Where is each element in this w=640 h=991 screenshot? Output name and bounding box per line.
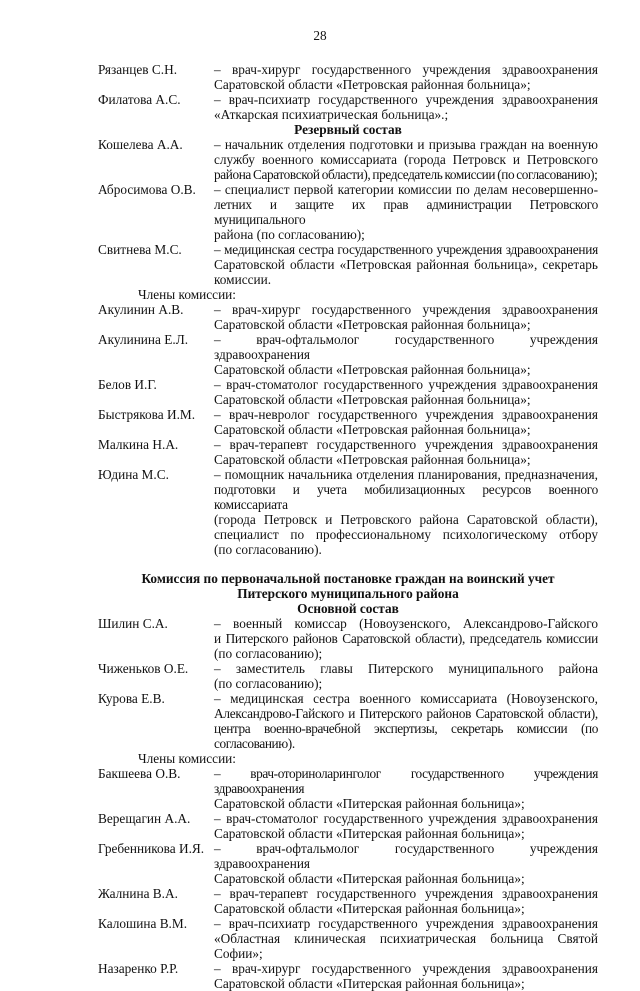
member-entry [98,377,598,407]
member-role-line: Саратовской области «Петровская районная больница»; [214,77,531,92]
member-name: Быстрякова И.М. [98,407,196,422]
member-role-line: – медицинская сестра государственного учреждения здравоохранения [214,242,598,257]
member-role [214,841,598,886]
member-role-line: района (по согласованию); [214,227,365,242]
member-entry [98,811,598,841]
member-role-line: – врач-хирург государственного учреждения здравоохранения [214,302,598,317]
member-entry [98,242,598,287]
member-entry [98,841,598,886]
member-role-line: – врач-невролог государственного учреждения здравоохранения [214,407,598,422]
member-role-line: Саратовской области «Питерская районная больница»; [214,976,525,991]
member-role-line: «Аткарская психиатрическая больница».; [214,107,449,122]
member-role-line: – врач-офтальмолог государственного учреждения здравоохранения [214,841,598,871]
member-role [214,137,598,182]
member-role [214,242,598,287]
member-name: Свитнева М.С. [98,242,182,257]
member-name: Курова Е.В. [98,691,165,706]
member-role [214,916,598,961]
member-name: Верещагин А.А. [98,811,191,826]
member-name: Абросимова О.В. [98,182,196,197]
member-role-line: комиссии. [214,272,272,287]
block-2 [98,137,598,287]
member-role-line: и Питерского районов Саратовской области), председатель комиссии [214,631,598,646]
commission-title-line-1: Комиссия по первоначальной постановке граждан на воинский учет [141,571,555,586]
member-name: Гребенникова И.Я. [98,841,205,856]
member-entry [98,137,598,182]
member-role-line: – заместитель главы Питерского муниципального района [214,661,598,676]
member-role-line: – врач-офтальмолог государственного учреждения здравоохранения [214,332,598,362]
member-entry [98,886,598,916]
member-role [214,377,598,407]
member-role [214,182,598,242]
member-name: Жалнина В.А. [98,886,178,901]
member-role-line: – врач-оториноларинголог государственного учреждения здравоохранения [214,766,598,796]
member-role-line: службу военного комиссариата (города Петровск и Петровского [214,152,598,167]
member-role-line: – начальник отделения подготовки и призыва граждан на военную [214,137,598,152]
member-role-line: (по согласованию). [214,542,322,557]
member-entry [98,302,598,332]
member-role-line: Саратовской области «Петровская районная больница», секретарь [214,257,598,272]
member-entry [98,437,598,467]
member-entry [98,916,598,961]
member-role-line: «Областная клиническая психиатрическая больница Святой Софии»; [214,931,598,961]
member-role-line: – военный комиссар (Новоузенского, Александрово-Гайского [214,616,598,631]
member-role-line: – врач-хирург государственного учреждения здравоохранения [214,961,598,976]
members-label-1: Члены комиссии: [138,287,236,302]
member-name: Филатова А.С. [98,92,181,107]
member-name: Калошина В.М. [98,916,188,931]
member-role [214,407,598,437]
document-body [98,62,598,991]
member-entry [98,661,598,691]
member-role-line: (по согласованию); [214,676,323,691]
member-role-line: (города Петровск и Петровского района Саратовской области), [214,512,598,527]
member-role [214,467,598,557]
member-role-line: специалист по профессиональному психологическому отбору [214,527,598,542]
member-role-line: Саратовской области «Петровская районная больница»; [214,422,531,437]
member-name: Назаренко Р.Р. [98,961,179,976]
member-entry [98,62,598,92]
member-role-line: – врач-психиатр государственного учреждения здравоохранения [214,916,598,931]
member-name: Белов И.Г. [98,377,157,392]
member-entry [98,961,598,991]
member-role [214,661,598,691]
member-name: Акулинин А.В. [98,302,184,317]
member-entry [98,407,598,437]
member-role-line: – врач-психиатр государственного учреждения здравоохранения [214,92,598,107]
reserve-heading: Резервный состав [294,122,402,137]
member-entry [98,182,598,242]
member-entry [98,691,598,751]
member-entry [98,92,598,122]
member-role-line: летних и защите их прав администрации Петровского муниципального [214,197,598,227]
commission-title-line-2: Питерского муниципального района [237,586,459,601]
member-role-line: района Саратовской области), председатель комиссии (по согласованию); [214,167,598,182]
member-role [214,437,598,467]
member-role-line: – врач-терапевт государственного учреждения здравоохранения [214,437,598,452]
member-role [214,961,598,991]
block-4 [98,616,598,751]
member-role-line: – медицинская сестра военного комиссариата (Новоузенского, [214,691,598,706]
member-entry [98,616,598,661]
member-role [214,302,598,332]
member-name: Малкина Н.А. [98,437,179,452]
member-role-line: – специалист первой категории комиссии по делам несовершенно- [214,182,598,197]
spacer [98,557,598,571]
member-entry [98,467,598,557]
member-name: Рязанцев С.Н. [98,62,178,77]
member-role-line: подготовки и учета мобилизационных ресурсов военного комиссариата [214,482,598,512]
member-role-line: – врач-стоматолог государственного учреждения здравоохранения [214,811,598,826]
member-role-line: Саратовской области «Питерская районная больница»; [214,871,525,886]
member-name: Бакшеева О.В. [98,766,181,781]
member-role [214,691,598,751]
member-role-line: Саратовской области «Питерская районная больница»; [214,796,525,811]
block-5 [98,766,598,991]
member-entry [98,332,598,377]
member-name: Шилин С.А. [98,616,168,631]
member-role-line: Саратовской области «Питерская районная больница»; [214,901,525,916]
member-role [214,886,598,916]
member-role-line: – врач-хирург государственного учреждения здравоохранения [214,62,598,77]
member-role-line: Саратовской области «Петровская районная больница»; [214,362,531,377]
member-role-line: Саратовской области «Петровская районная больница»; [214,452,531,467]
main-heading: Основной состав [297,601,399,616]
members-label-2: Члены комиссии: [138,751,236,766]
member-role-line: – врач-терапевт государственного учреждения здравоохранения [214,886,598,901]
block-1 [98,62,598,122]
member-role [214,332,598,377]
member-role-line: Саратовской области «Петровская районная больница»; [214,392,531,407]
member-name: Акулинина Е.Л. [98,332,189,347]
member-role-line: Саратовской области «Петровская районная больница»; [214,317,531,332]
member-name: Кошелева А.А. [98,137,183,152]
member-role-line: (по согласованию); [214,646,323,661]
member-name: Юдина М.С. [98,467,169,482]
member-role [214,62,598,92]
block-3 [98,302,598,557]
member-role-line: Александрово-Гайского и Питерского районов Саратовской области), [214,706,598,721]
member-role [214,766,598,811]
member-role-line: – врач-стоматолог государственного учреждения здравоохранения [214,377,598,392]
member-name: Чиженьков О.Е. [98,661,189,676]
member-role-line: – помощник начальника отделения планирования, предназначения, [214,467,598,482]
member-role [214,811,598,841]
member-role-line: Саратовской области «Питерская районная больница»; [214,826,525,841]
member-role [214,616,598,661]
member-entry [98,766,598,811]
member-role-line: центра военно-врачебной экспертизы, секретарь комиссии (по согласованию). [214,721,598,751]
page-number: 28 [313,28,327,43]
member-role [214,92,598,122]
